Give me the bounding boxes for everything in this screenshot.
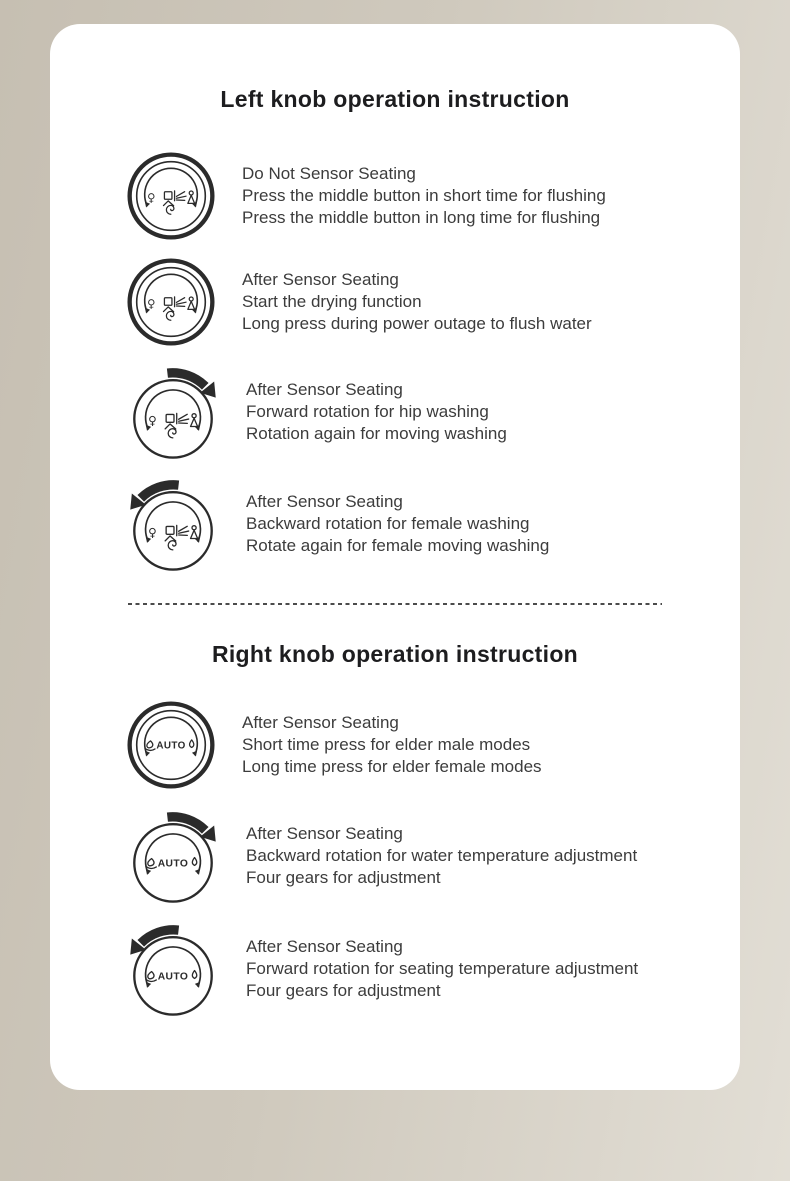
- instruction-card: [50, 24, 740, 1090]
- instruction-row-left-4: [50, 473, 740, 575]
- instruction-line: Rotation again for moving washing: [246, 424, 507, 443]
- instruction-line: Backward rotation for female washing: [246, 514, 530, 533]
- instruction-line: Press the middle button in short time for flushing: [242, 186, 606, 205]
- instruction-row-right-1: [50, 698, 740, 792]
- auto-knob-rotate-counterclockwise-icon: [124, 918, 222, 1020]
- instruction-line: Long press during power outage to flush water: [242, 314, 592, 333]
- instruction-row-left-3: [50, 361, 740, 463]
- instruction-row-left-1: [50, 149, 740, 243]
- instruction-line: Forward rotation for hip washing: [246, 402, 489, 421]
- instruction-line: Forward rotation for seating temperature adjustment: [246, 959, 639, 978]
- instruction-line: Do Not Sensor Seating: [242, 164, 416, 183]
- instruction-text: [246, 823, 637, 889]
- instruction-text: [246, 379, 507, 445]
- instruction-line: After Sensor Seating: [242, 713, 399, 732]
- instruction-line: Press the middle button in long time for flushing: [242, 208, 601, 227]
- instruction-line: Four gears for adjustment: [246, 981, 441, 1000]
- instruction-text: [242, 712, 542, 778]
- instruction-line: After Sensor Seating: [246, 380, 403, 399]
- instruction-text: [246, 936, 638, 1002]
- instruction-line: After Sensor Seating: [242, 270, 399, 289]
- page-background: [0, 24, 790, 1181]
- instruction-line: After Sensor Seating: [246, 937, 403, 956]
- left-knob-rotate-counterclockwise-icon: [124, 473, 222, 575]
- instruction-line: Long time press for elder female modes: [242, 757, 542, 776]
- instruction-text: [242, 163, 606, 229]
- auto-knob-label: AUTO: [157, 858, 189, 870]
- instruction-line: Start the drying function: [242, 292, 422, 311]
- instruction-row-right-2: [50, 805, 740, 907]
- instruction-line: Four gears for adjustment: [246, 868, 441, 887]
- auto-knob-icon: [124, 698, 218, 792]
- instruction-line: Rotate again for female moving washing: [246, 536, 550, 555]
- left-knob-icon: [124, 255, 218, 349]
- instruction-line: Short time press for elder male modes: [242, 735, 531, 754]
- instruction-line: After Sensor Seating: [246, 824, 403, 843]
- right-section-title: Right knob operation instruction: [211, 641, 579, 667]
- left-section-title: Left knob operation instruction: [220, 86, 570, 112]
- left-knob-rotate-clockwise-icon: [124, 361, 222, 463]
- auto-knob-label: AUTO: [156, 740, 186, 752]
- auto-knob-rotate-clockwise-icon: [124, 805, 222, 907]
- instruction-text: [242, 269, 592, 335]
- instruction-row-left-2: [50, 255, 740, 349]
- instruction-row-right-3: [50, 918, 740, 1020]
- instruction-text: [246, 491, 549, 557]
- instruction-line: After Sensor Seating: [246, 492, 403, 511]
- instruction-line: Backward rotation for water temperature adjustment: [246, 846, 638, 865]
- auto-knob-label: AUTO: [157, 971, 189, 983]
- left-knob-icon: [124, 149, 218, 243]
